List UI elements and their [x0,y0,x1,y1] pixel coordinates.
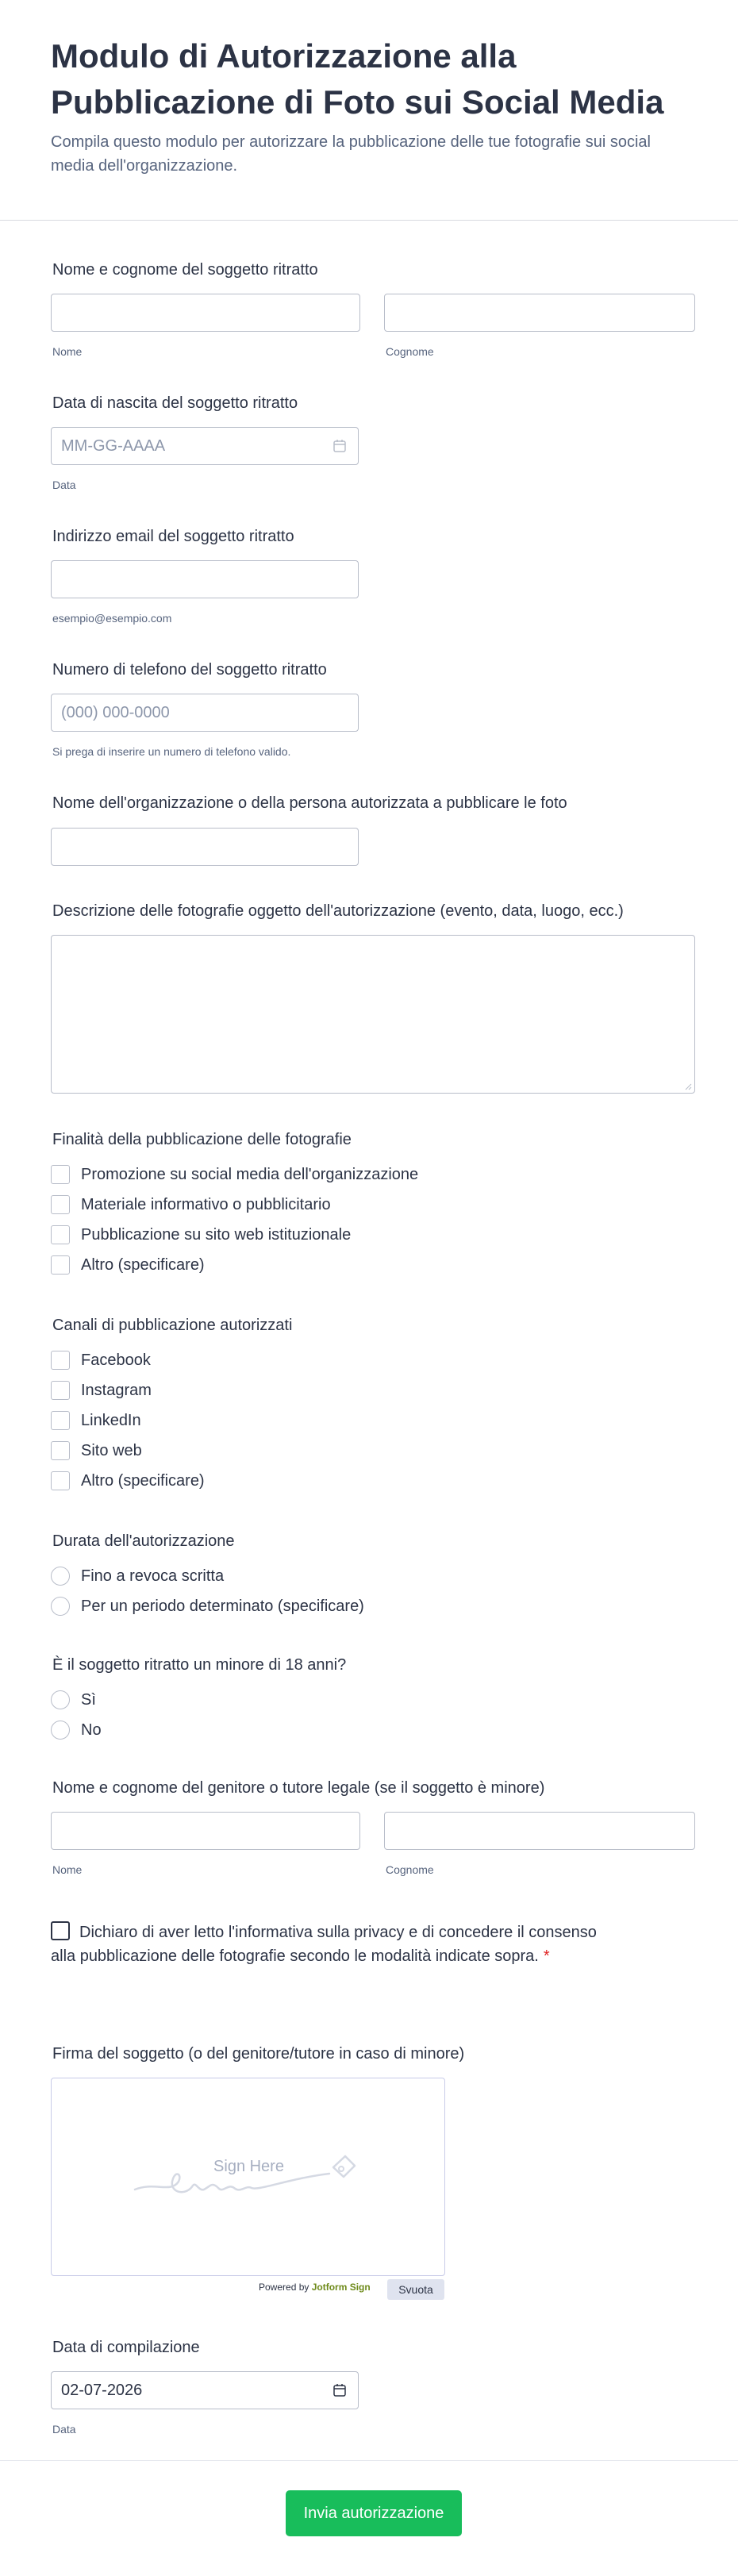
channel-option[interactable] [51,1379,152,1401]
sign-here-placeholder: Sign Here [213,2158,284,2175]
channel-option[interactable] [51,1440,142,1462]
organization-input[interactable] [51,828,359,866]
consent-checkbox[interactable] [51,1921,70,1940]
minor-label: È il soggetto ritratto un minore di 18 anni? [52,1656,347,1674]
fill-date-value: 02-07-2026 [61,2382,143,2399]
option-label: LinkedIn [81,1411,141,1429]
guardian-last-sublabel: Cognome [386,1863,434,1876]
purpose-label: Finalità della pubblicazione delle fotografie [52,1131,352,1148]
fill-date-label: Data di compilazione [52,2339,200,2356]
checkbox[interactable] [51,1411,70,1430]
required-mark: * [543,1947,550,1965]
option-label: Instagram [81,1381,152,1399]
guardian-first-sublabel: Nome [52,1863,83,1876]
form-header [0,0,738,221]
powered-prefix: Powered by [259,2282,312,2293]
subject-first-name-input[interactable] [51,294,360,332]
description-label: Descrizione delle fotografie oggetto dell'autorizzazione (evento, data, luogo, ecc.) [52,902,624,920]
purpose-option[interactable] [51,1163,418,1186]
option-label: Facebook [81,1351,151,1369]
checkbox[interactable] [51,1441,70,1460]
email-input[interactable] [51,560,359,598]
minor-option[interactable] [51,1719,102,1741]
phone-input[interactable] [51,694,359,732]
duration-option[interactable] [51,1595,364,1617]
resize-grip-icon[interactable] [684,1082,692,1090]
minor-option[interactable] [51,1689,96,1711]
organization-label: Nome dell'organizzazione o della persona autorizzata a pubblicare le foto [52,794,567,812]
checkbox[interactable] [51,1165,70,1184]
calendar-icon[interactable] [332,439,347,453]
checkbox[interactable] [51,1255,70,1275]
email-sublabel: esempio@esempio.com [52,612,172,625]
option-label: Sì [81,1690,96,1709]
option-label: Altro (specificare) [81,1255,205,1274]
option-label: Altro (specificare) [81,1471,205,1490]
consent-text: Dichiaro di aver letto l'informativa sulla privacy e di concedere il consenso alla pubblicazione delle fotografie secondo le modalità indicate sopra. [51,1924,597,1965]
channel-option[interactable] [51,1470,205,1492]
email-label: Indirizzo email del soggetto ritratto [52,528,294,545]
channels-label: Canali di pubblicazione autorizzati [52,1317,293,1334]
subject-last-name-input[interactable] [384,294,695,332]
option-label: Pubblicazione su sito web istituzionale [81,1225,352,1244]
birth-date-sublabel: Data [52,479,76,491]
guardian-label: Nome e cognome del genitore o tutore legale (se il soggetto è minore) [52,1779,545,1797]
last-name-sublabel: Cognome [386,345,434,358]
radio-button[interactable] [51,1721,70,1740]
option-label: Per un periodo determinato (specificare) [81,1597,364,1615]
checkbox[interactable] [51,1351,70,1370]
signature-scribble-icon [131,2150,369,2205]
description-textarea[interactable] [51,935,695,1094]
consent-block[interactable] [51,1920,606,1968]
option-label: Materiale informativo o pubblicitario [81,1195,331,1213]
option-label: Promozione su social media dell'organizzazione [81,1165,419,1183]
fill-date-sublabel: Data [52,2423,76,2436]
duration-option[interactable] [51,1565,224,1587]
birth-date-label: Data di nascita del soggetto ritratto [52,394,298,412]
duration-label: Durata dell'autorizzazione [52,1532,235,1550]
powered-brand: Jotform Sign [311,2282,371,2293]
clear-signature-button[interactable]: Svuota [387,2279,444,2300]
phone-label: Numero di telefono del soggetto ritratto [52,661,327,679]
checkbox[interactable] [51,1471,70,1490]
checkbox[interactable] [51,1381,70,1400]
channel-option[interactable] [51,1409,141,1432]
option-label: No [81,1721,102,1739]
radio-button[interactable] [51,1567,70,1586]
radio-button[interactable] [51,1597,70,1616]
signature-pad[interactable] [51,2078,445,2276]
submit-button[interactable]: Invia autorizzazione [286,2490,462,2536]
option-label: Sito web [81,1441,142,1459]
purpose-option[interactable] [51,1254,205,1276]
calendar-icon[interactable] [332,2383,347,2397]
checkbox[interactable] [51,1195,70,1214]
fill-date-input[interactable] [51,2371,359,2409]
channel-option[interactable] [51,1349,151,1371]
subject-name-label: Nome e cognome del soggetto ritratto [52,261,318,279]
footer-divider [0,2460,738,2461]
guardian-last-name-input[interactable] [384,1812,695,1850]
page-subtitle: Compila questo modulo per autorizzare la pubblicazione delle tue fotografie sui social media dell'organizzazione. [51,133,651,175]
checkbox[interactable] [51,1225,70,1244]
powered-by [259,2281,371,2293]
phone-sublabel: Si prega di inserire un numero di telefono valido. [52,745,291,758]
option-label: Fino a revoca scritta [81,1567,225,1585]
phone-placeholder: (000) 000-0000 [61,704,170,721]
first-name-sublabel: Nome [52,345,83,358]
purpose-option[interactable] [51,1194,331,1216]
signature-label: Firma del soggetto (o del genitore/tutore in caso di minore) [52,2045,465,2063]
page-title: Modulo di Autorizzazione alla Pubblicazione di Foto sui Social Media [51,37,664,121]
purpose-option[interactable] [51,1224,351,1246]
birth-date-placeholder: MM-GG-AAAA [61,437,166,455]
radio-button[interactable] [51,1690,70,1709]
birth-date-input[interactable] [51,427,359,465]
guardian-first-name-input[interactable] [51,1812,360,1850]
